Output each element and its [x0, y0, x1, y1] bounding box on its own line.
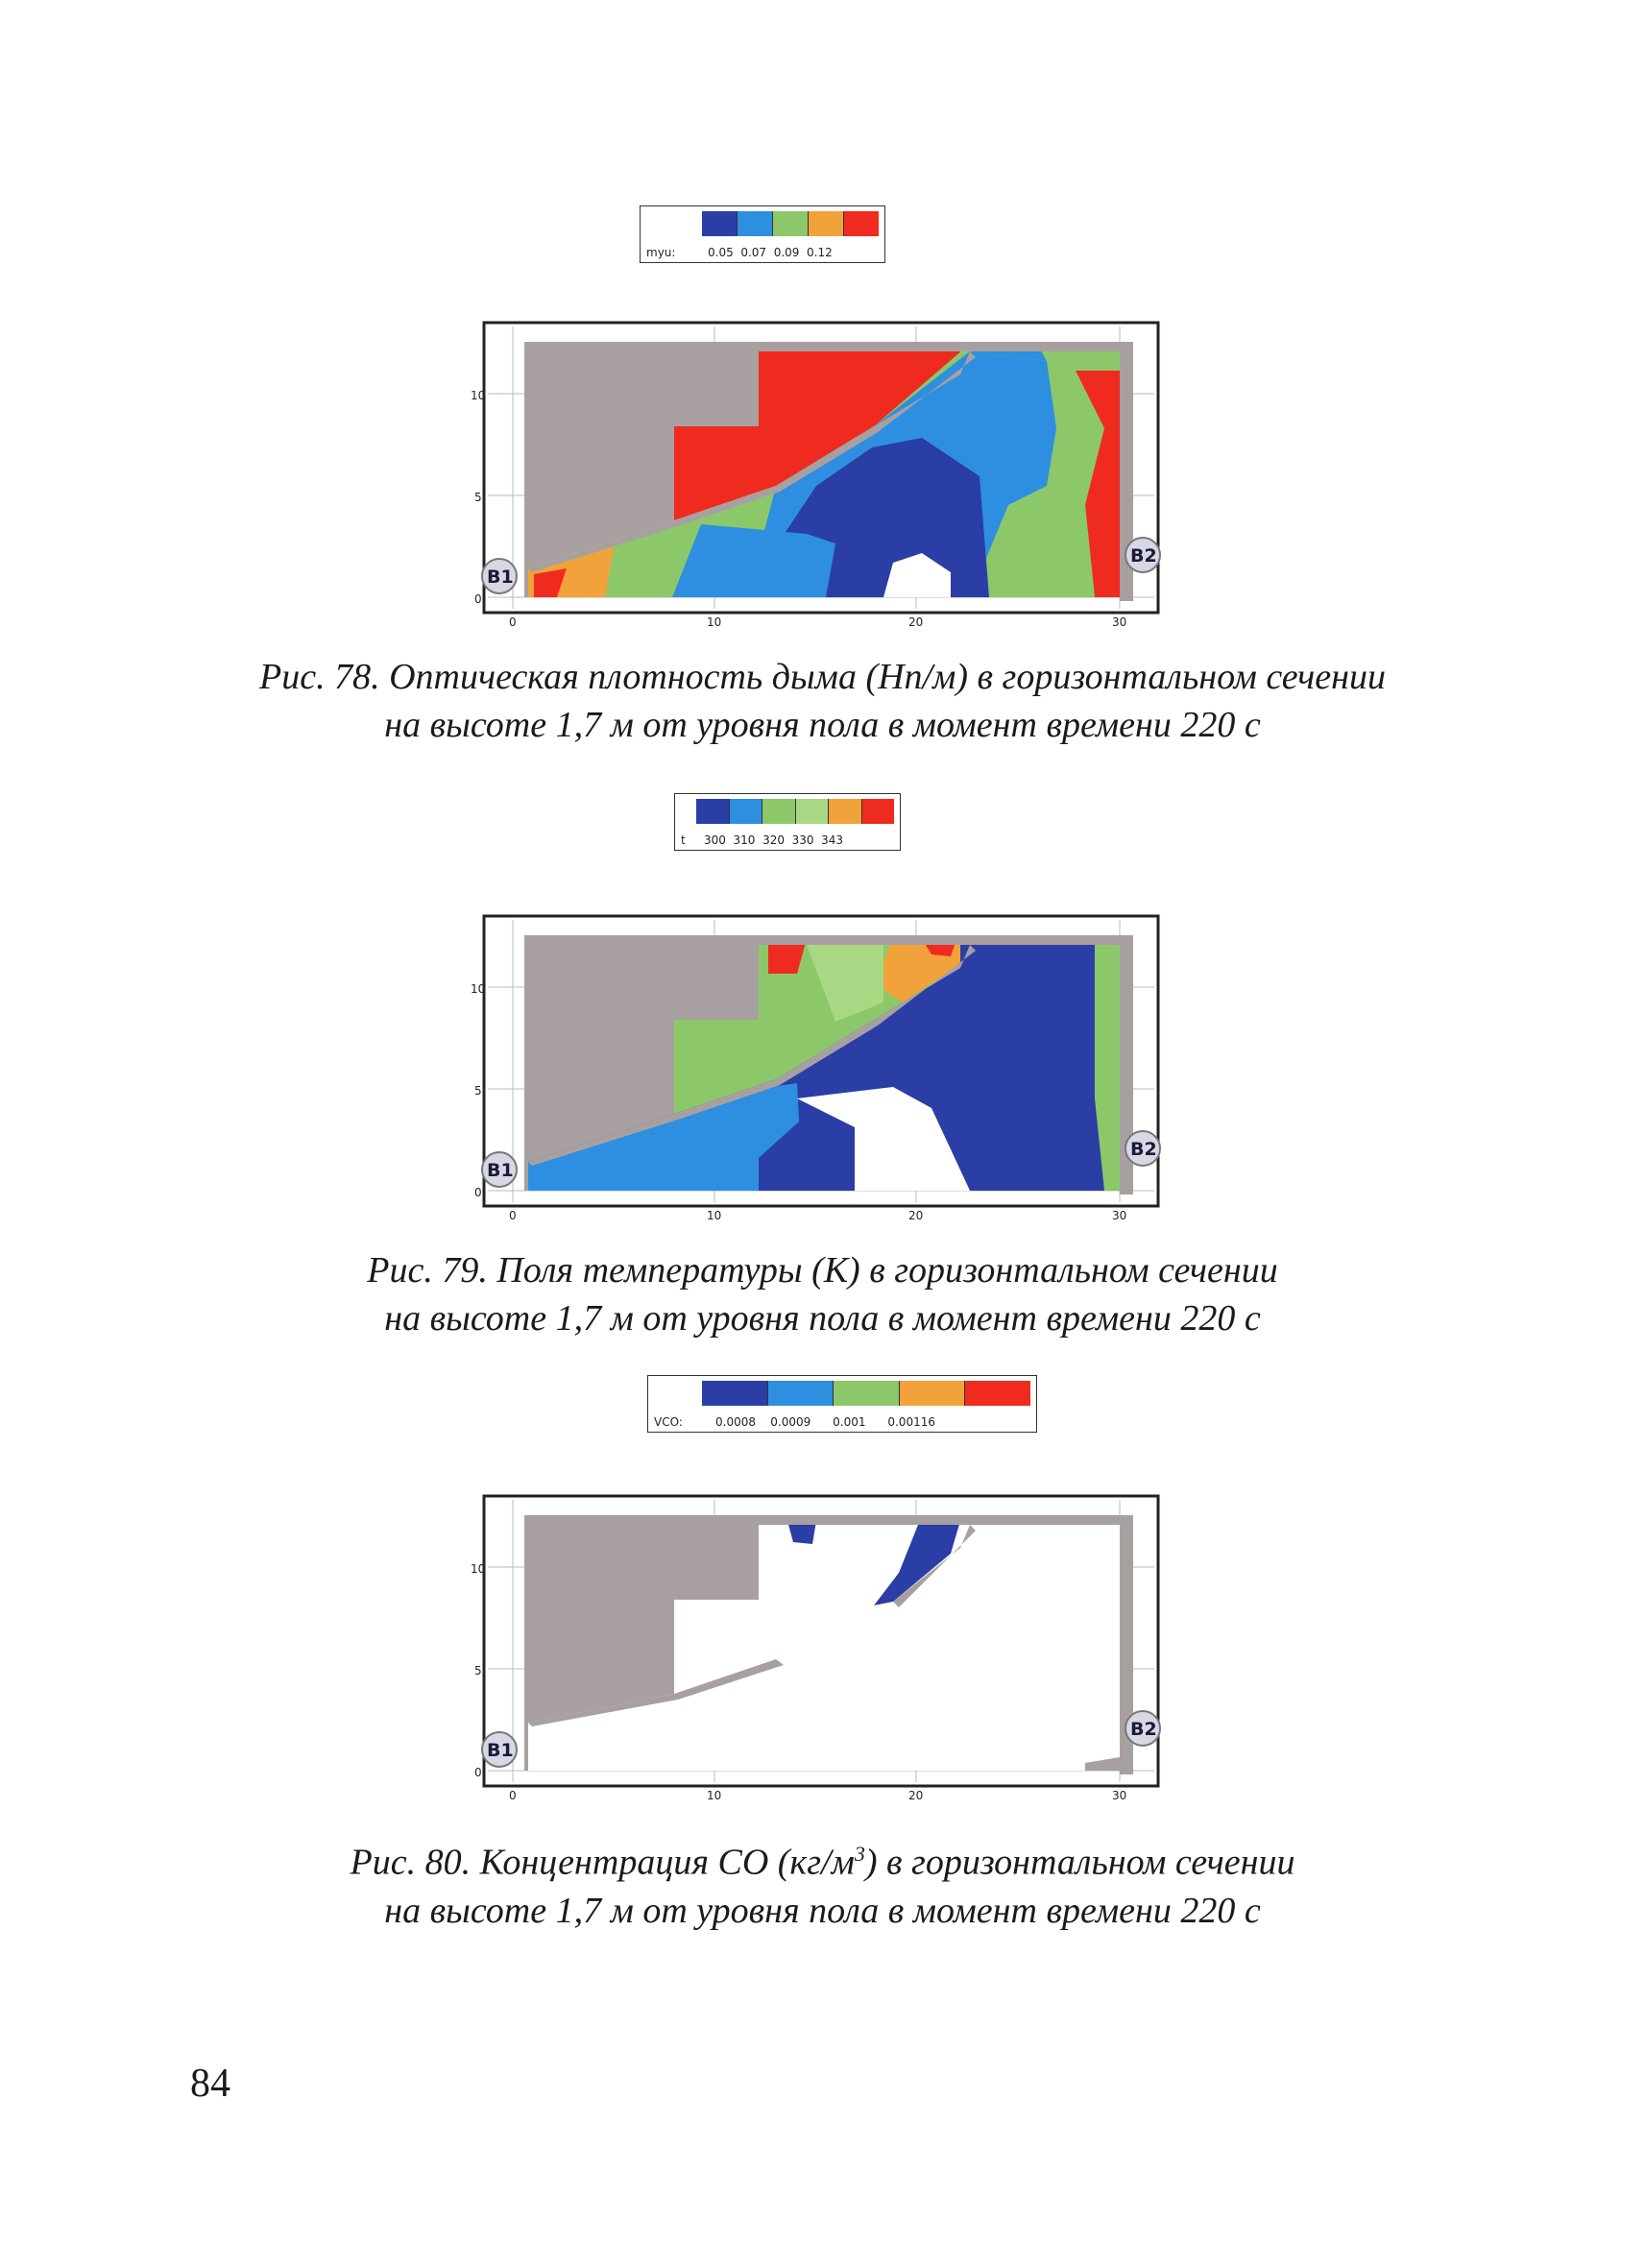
legend-swatch — [702, 1381, 768, 1406]
x-tick-20: 20 — [908, 1209, 924, 1222]
y-tick-5: 5 — [474, 491, 482, 504]
legend-values: 0.05 0.07 0.09 0.12 — [708, 246, 833, 259]
exit-b2-label: B2 — [1130, 1719, 1157, 1740]
legend-swatch — [796, 799, 830, 824]
y-tick-10: 10 — [471, 982, 486, 996]
caption-line-1-part-b: ) в горизонтальном сечении — [864, 1842, 1295, 1883]
legend-co-concentration — [647, 1375, 1037, 1433]
legend-swatch — [844, 211, 879, 236]
caption-line-1 — [0, 1830, 1645, 1887]
temperature-map — [471, 906, 1200, 1223]
exit-b2-label: B2 — [1130, 1139, 1157, 1160]
y-tick-10: 10 — [471, 389, 486, 402]
x-tick-20: 20 — [908, 1789, 924, 1802]
legend-swatch — [738, 211, 773, 236]
legend-swatch — [862, 799, 895, 824]
legend-swatch — [702, 211, 738, 236]
legend-swatch — [768, 1381, 835, 1406]
caption-line-2: на высоте 1,7 м от уровня пола в момент времени 220 с — [384, 705, 1261, 745]
caption-line-1: Рис. 79. Поля температуры (К) в горизонтальном сечении — [367, 1250, 1278, 1291]
legend-label: t — [681, 833, 686, 847]
y-tick-5: 5 — [474, 1664, 482, 1677]
exit-b2-marker — [1125, 1711, 1160, 1746]
figure-80-caption — [0, 1830, 1645, 1935]
figure-78-caption — [0, 653, 1645, 749]
x-tick-20: 20 — [908, 615, 924, 629]
exit-b1-marker — [482, 559, 517, 593]
y-tick-0: 0 — [474, 1186, 482, 1199]
exit-b2-marker — [1125, 538, 1160, 572]
legend-swatch — [773, 211, 809, 236]
x-tick-10: 10 — [707, 1209, 722, 1222]
y-tick-0: 0 — [474, 592, 482, 606]
y-tick-10: 10 — [471, 1562, 486, 1576]
legend-values: 0.0008 0.0009 0.001 0.00116 — [715, 1415, 935, 1429]
legend-values: 300 310 320 330 343 — [704, 833, 844, 847]
caption-line-1: Рис. 78. Оптическая плотность дыма (Нп/м) в горизонтальном сечении — [258, 657, 1386, 697]
caption-line-1-part-a: Рис. 80. Концентрация CO (кг/м — [350, 1842, 855, 1883]
caption-superscript: 3 — [854, 1842, 865, 1866]
caption-line-2: на высоте 1,7 м от уровня пола в момент времени 220 с — [384, 1890, 1261, 1931]
legend-swatch — [829, 799, 862, 824]
x-tick-0: 0 — [509, 615, 517, 629]
legend-swatch — [809, 211, 844, 236]
legend-temperature — [674, 793, 901, 851]
y-tick-5: 5 — [474, 1084, 482, 1098]
legend-label: VCO: — [654, 1415, 683, 1429]
legend-color-scale — [702, 211, 879, 236]
exit-b1-label: B1 — [487, 567, 514, 588]
smoke-density-map — [471, 313, 1200, 630]
x-tick-0: 0 — [509, 1209, 517, 1222]
y-tick-0: 0 — [474, 1766, 482, 1779]
caption-line-2: на высоте 1,7 м от уровня пола в момент времени 220 с — [384, 1298, 1261, 1339]
exit-b1-marker — [482, 1152, 517, 1187]
legend-color-scale — [696, 799, 894, 824]
legend-swatch — [965, 1381, 1030, 1406]
x-tick-30: 30 — [1112, 615, 1127, 629]
figure-79-caption — [0, 1246, 1645, 1342]
exit-b1-label: B1 — [487, 1160, 514, 1181]
x-tick-10: 10 — [707, 615, 722, 629]
legend-swatch — [696, 799, 730, 824]
page-number: 84 — [190, 2062, 230, 2106]
exit-b1-marker — [482, 1732, 517, 1767]
exit-b2-label: B2 — [1130, 545, 1157, 567]
x-tick-30: 30 — [1112, 1209, 1127, 1222]
exit-b2-marker — [1125, 1131, 1160, 1166]
co-concentration-map — [471, 1486, 1200, 1803]
exit-b1-label: B1 — [487, 1740, 514, 1761]
legend-swatch — [834, 1381, 900, 1406]
legend-smoke-density — [640, 205, 885, 263]
legend-color-scale — [702, 1381, 1030, 1406]
legend-swatch — [900, 1381, 966, 1406]
x-tick-30: 30 — [1112, 1789, 1127, 1802]
legend-label: myu: — [646, 246, 676, 259]
x-tick-0: 0 — [509, 1789, 517, 1802]
x-tick-10: 10 — [707, 1789, 722, 1802]
legend-swatch — [730, 799, 763, 824]
legend-swatch — [762, 799, 796, 824]
